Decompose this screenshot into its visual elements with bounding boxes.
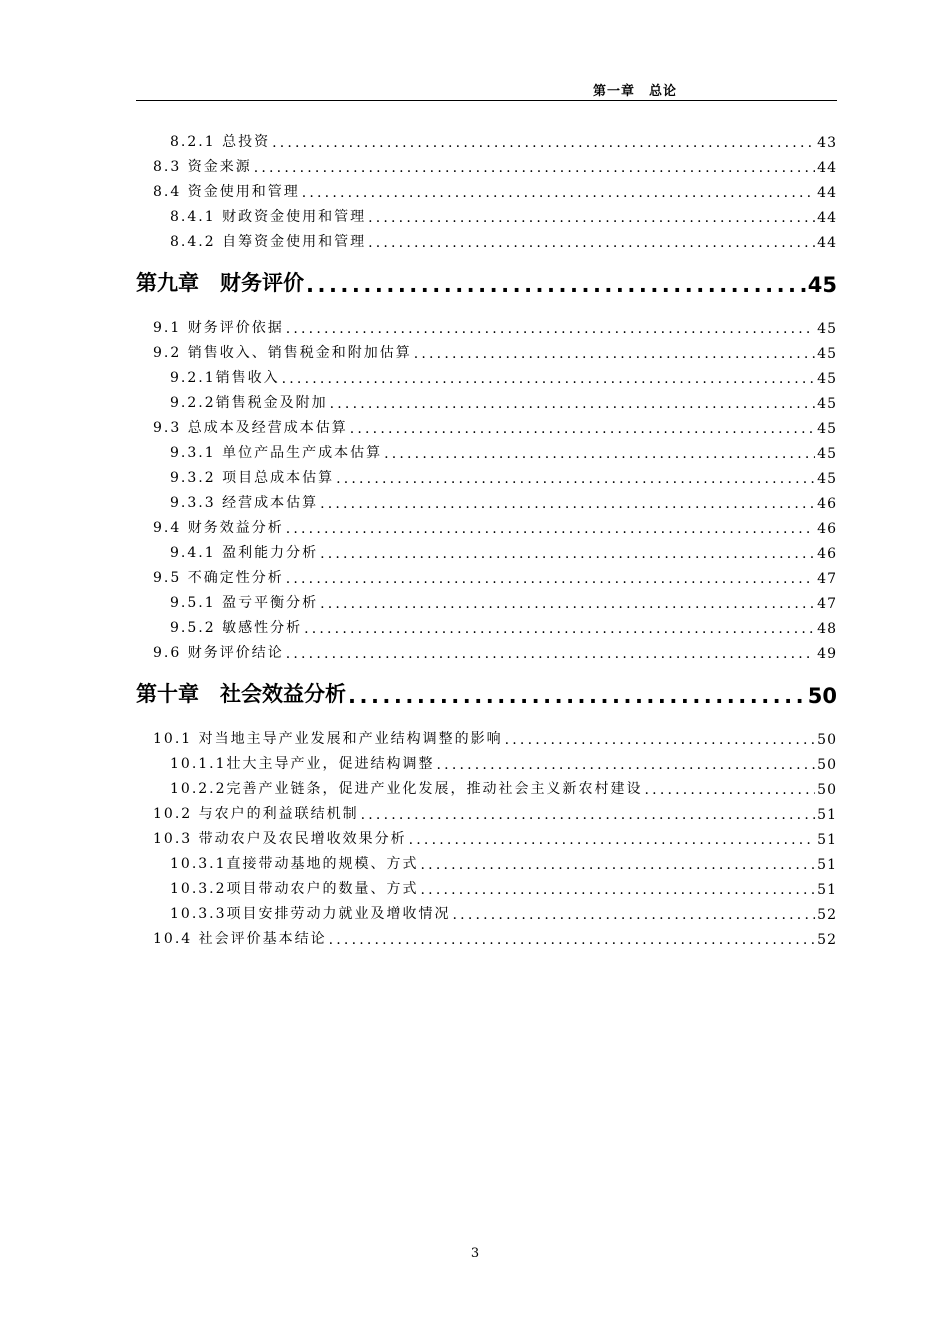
toc-entry-page: 51 — [817, 832, 837, 848]
toc-entry-page: 45 — [817, 371, 837, 387]
toc-dot-leader — [409, 832, 816, 848]
toc-entry-title: 第十章 社会效益分析 — [136, 682, 346, 706]
toc-dot-leader — [330, 396, 816, 412]
toc-entry-page: 49 — [817, 646, 837, 662]
toc-dot-leader — [437, 757, 816, 773]
toc-entry-page: 44 — [817, 185, 837, 201]
toc-entry-title: 10.3.2项目带动农户的数量、方式 — [170, 881, 419, 897]
toc-entry[interactable] — [136, 487, 837, 512]
toc-entry-page: 48 — [817, 621, 837, 637]
toc-dot-leader — [453, 907, 816, 923]
toc-entry-title: 9.3.3 经营成本估算 — [170, 495, 319, 511]
toc-dot-leader — [320, 596, 815, 612]
toc-entry-title: 9.3 总成本及经营成本估算 — [153, 420, 348, 436]
toc-entry-page: 50 — [807, 684, 837, 708]
toc-dot-leader — [286, 321, 815, 337]
toc-entry-page: 50 — [817, 757, 837, 773]
toc-dot-leader — [320, 496, 815, 512]
toc-chapter-entry[interactable] — [136, 680, 837, 708]
toc-entry-page: 51 — [817, 857, 837, 873]
toc-dot-leader — [329, 932, 816, 948]
toc-entry-page: 51 — [817, 807, 837, 823]
toc-dot-leader — [286, 571, 815, 587]
toc-entry[interactable] — [136, 773, 837, 798]
toc-chapter-entry[interactable] — [136, 269, 837, 297]
toc-entry[interactable] — [136, 637, 837, 662]
page-header — [136, 78, 837, 101]
toc-entry-page: 45 — [817, 396, 837, 412]
toc-entry[interactable] — [136, 587, 837, 612]
toc-dot-leader — [361, 807, 816, 823]
toc-entry-title: 10.4 社会评价基本结论 — [153, 931, 327, 947]
toc-entry[interactable] — [136, 412, 837, 437]
toc-entry-title: 10.2.2完善产业链条，促进产业化发展，推动社会主义新农村建设 — [170, 781, 643, 797]
toc-dot-leader — [282, 371, 816, 387]
toc-entry[interactable] — [136, 126, 837, 151]
toc-dot-leader — [368, 210, 815, 226]
toc-dot-leader — [320, 546, 815, 562]
toc-entry[interactable] — [136, 387, 837, 412]
toc-entry-page: 43 — [817, 135, 837, 151]
toc-dot-leader — [336, 471, 815, 487]
toc-entry[interactable] — [136, 898, 837, 923]
toc-entry-page: 44 — [817, 160, 837, 176]
toc-entry[interactable] — [136, 176, 837, 201]
page-number: 3 — [470, 1246, 480, 1261]
toc-entry-page: 51 — [817, 882, 837, 898]
toc-dot-leader — [368, 235, 815, 251]
toc-entry-title: 8.4.1 财政资金使用和管理 — [170, 209, 367, 225]
toc-entry-title: 9.3.1 单位产品生产成本估算 — [170, 445, 383, 461]
toc-entry-title: 10.3.3项目安排劳动力就业及增收情况 — [170, 906, 451, 922]
toc-dot-leader — [304, 621, 815, 637]
toc-entry[interactable] — [136, 462, 837, 487]
toc-entry-page: 46 — [817, 546, 837, 562]
toc-dot-leader — [421, 882, 816, 898]
toc-entry-page: 45 — [807, 273, 837, 297]
toc-entry[interactable] — [136, 823, 837, 848]
toc-entry-page: 45 — [817, 321, 837, 337]
toc-entry[interactable] — [136, 151, 837, 176]
toc-entry-title: 10.3.1直接带动基地的规模、方式 — [170, 856, 419, 872]
toc-entry-title: 8.4 资金使用和管理 — [153, 184, 300, 200]
toc-entry-title: 9.5.1 盈亏平衡分析 — [170, 595, 319, 611]
toc-entry[interactable] — [136, 362, 837, 387]
toc-entry[interactable] — [136, 848, 837, 873]
toc-entry-title: 8.4.2 自筹资金使用和管理 — [170, 234, 367, 250]
toc-dot-leader — [645, 782, 816, 798]
header-title: 第一章 总论 — [592, 84, 677, 99]
toc-dot-leader — [384, 446, 815, 462]
toc-dot-leader — [286, 646, 815, 662]
toc-entry-title: 9.6 财务评价结论 — [153, 645, 284, 661]
table-of-contents — [136, 126, 837, 948]
toc-dot-leader — [348, 684, 806, 708]
toc-entry-title: 9.4 财务效益分析 — [153, 520, 284, 536]
toc-dot-leader — [306, 273, 806, 297]
toc-entry-page: 52 — [817, 907, 837, 923]
toc-entry-title: 9.5.2 敏感性分析 — [170, 620, 303, 636]
toc-dot-leader — [421, 857, 816, 873]
toc-entry[interactable] — [136, 798, 837, 823]
toc-entry-page: 50 — [817, 732, 837, 748]
toc-entry[interactable] — [136, 437, 837, 462]
toc-entry[interactable] — [136, 748, 837, 773]
toc-entry-page: 52 — [817, 932, 837, 948]
toc-entry-title: 第九章 财务评价 — [136, 271, 304, 295]
toc-dot-leader — [414, 346, 815, 362]
toc-entry-title: 9.2.2销售税金及附加 — [170, 395, 328, 411]
toc-dot-leader — [272, 135, 815, 151]
toc-dot-leader — [505, 732, 816, 748]
toc-entry-title: 9.1 财务评价依据 — [153, 320, 284, 336]
toc-entry-page: 46 — [817, 496, 837, 512]
toc-entry-title: 8.2.1 总投资 — [170, 134, 271, 150]
toc-entry[interactable] — [136, 337, 837, 362]
toc-entry[interactable] — [136, 562, 837, 587]
toc-entry[interactable] — [136, 201, 837, 226]
toc-entry-page: 45 — [817, 346, 837, 362]
toc-entry[interactable] — [136, 723, 837, 748]
toc-entry-page: 45 — [817, 471, 837, 487]
toc-entry-title: 10.3 带动农户及农民增收效果分析 — [153, 831, 407, 847]
toc-dot-leader — [350, 421, 815, 437]
toc-dot-leader — [286, 521, 815, 537]
toc-dot-leader — [254, 160, 815, 176]
toc-entry[interactable] — [136, 312, 837, 337]
toc-entry-title: 10.1 对当地主导产业发展和产业结构调整的影响 — [153, 731, 503, 747]
toc-entry-title: 9.2.1销售收入 — [170, 370, 280, 386]
toc-entry[interactable] — [136, 512, 837, 537]
toc-entry-title: 10.2 与农户的利益联结机制 — [153, 806, 359, 822]
toc-entry-page: 46 — [817, 521, 837, 537]
toc-entry-page: 47 — [817, 596, 837, 612]
toc-entry-title: 9.4.1 盈利能力分析 — [170, 545, 319, 561]
toc-entry[interactable] — [136, 226, 837, 251]
toc-entry-page: 47 — [817, 571, 837, 587]
toc-entry-page: 44 — [817, 210, 837, 226]
toc-entry[interactable] — [136, 537, 837, 562]
toc-entry[interactable] — [136, 923, 837, 948]
toc-entry-title: 9.3.2 项目总成本估算 — [170, 470, 335, 486]
toc-entry-page: 45 — [817, 421, 837, 437]
toc-entry-title: 9.5 不确定性分析 — [153, 570, 284, 586]
toc-dot-leader — [302, 185, 815, 201]
toc-entry-page: 45 — [817, 446, 837, 462]
toc-entry-page: 44 — [817, 235, 837, 251]
toc-entry-page: 50 — [817, 782, 837, 798]
toc-entry[interactable] — [136, 873, 837, 898]
toc-entry-title: 9.2 销售收入、销售税金和附加估算 — [153, 345, 412, 361]
toc-entry-title: 8.3 资金来源 — [153, 159, 252, 175]
toc-entry[interactable] — [136, 612, 837, 637]
toc-entry-title: 10.1.1壮大主导产业，促进结构调整 — [170, 756, 435, 772]
